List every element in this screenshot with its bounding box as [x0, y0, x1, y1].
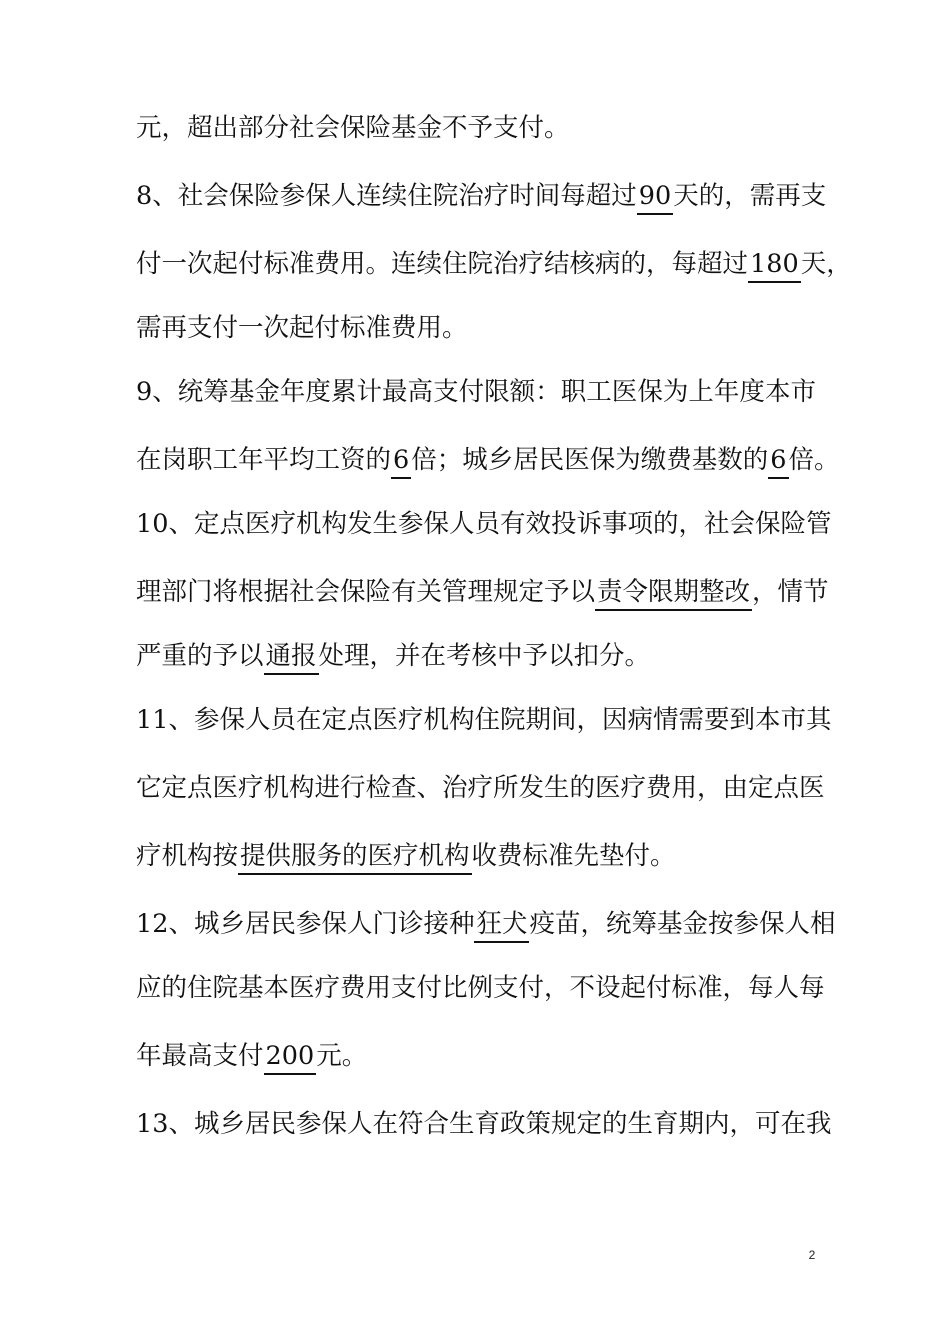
text-line	[136, 108, 816, 148]
text-segment: 需再支付一次起付标准费用。	[136, 313, 468, 343]
text-line	[136, 1036, 816, 1076]
text-segment: 9、统筹基金年度累计最高支付限额：职工医保为上年度本市	[136, 377, 816, 407]
text-line	[136, 572, 829, 612]
text-segment: 年最高支付	[136, 1041, 264, 1071]
page-number: 2	[808, 1248, 816, 1262]
text-segment: 元。	[316, 1041, 368, 1071]
text-segment: 13、城乡居民参保人在符合生育政策规定的生育期内，可在我	[136, 1109, 832, 1139]
underlined-answer: 责令限期整改	[595, 575, 752, 611]
text-segment: 处理，并在考核中予以扣分。	[318, 641, 651, 671]
text-segment: 它定点医疗机构进行检查、治疗所发生的医疗费用，由定点医	[136, 773, 825, 803]
text-line	[136, 904, 836, 944]
text-segment: 10、定点医疗机构发生参保人员有效投诉事项的，社会保险管	[136, 509, 832, 539]
text-line	[136, 768, 825, 808]
underlined-answer: 90	[637, 179, 673, 215]
text-segment: 12、城乡居民参保人门诊接种	[136, 909, 475, 939]
underlined-answer: 提供服务的医疗机构	[238, 839, 472, 875]
text-segment: 疗机构按	[136, 841, 239, 871]
text-line	[136, 176, 827, 216]
text-segment: 元，超出部分社会保险基金不予支付。	[136, 113, 570, 143]
text-segment: 付一次起付标准费用。连续住院治疗结核病的，每超过	[136, 249, 749, 279]
text-line	[136, 700, 832, 740]
text-segment: 8、社会保险参保人连续住院治疗时间每超过	[136, 181, 637, 211]
text-line	[136, 1104, 832, 1144]
text-segment: 收费标准先垫付。	[471, 841, 676, 871]
text-segment: 应的住院基本医疗费用支付比例支付，不设起付标准，每人每	[136, 973, 825, 1003]
text-segment: 11、参保人员在定点医疗机构住院期间，因病情需要到本市其	[136, 705, 832, 735]
underlined-answer: 通报	[264, 639, 319, 675]
text-line	[136, 836, 816, 876]
text-line	[136, 244, 852, 284]
text-line	[136, 968, 825, 1008]
text-line	[136, 308, 816, 348]
text-segment: 倍。	[788, 445, 840, 475]
text-line	[136, 440, 840, 480]
text-line	[136, 372, 816, 412]
underlined-answer: 200	[264, 1039, 317, 1075]
underlined-answer: 狂犬	[474, 907, 529, 943]
text-segment: 在岗职工年平均工资的	[136, 445, 392, 475]
text-segment: 天的，需再支	[673, 181, 827, 211]
text-line	[136, 504, 832, 544]
text-segment: 天，	[800, 249, 852, 279]
underlined-answer: 180	[748, 247, 801, 283]
underlined-answer: 6	[391, 443, 411, 479]
underlined-answer: 6	[768, 443, 788, 479]
text-segment: ，情节	[752, 577, 829, 607]
text-segment: 疫苗，统筹基金按参保人相	[529, 909, 836, 939]
text-segment: 严重的予以	[136, 641, 264, 671]
text-segment: 理部门将根据社会保险有关管理规定予以	[136, 577, 596, 607]
text-line	[136, 636, 816, 676]
text-segment: 倍；城乡居民医保为缴费基数的	[411, 445, 769, 475]
